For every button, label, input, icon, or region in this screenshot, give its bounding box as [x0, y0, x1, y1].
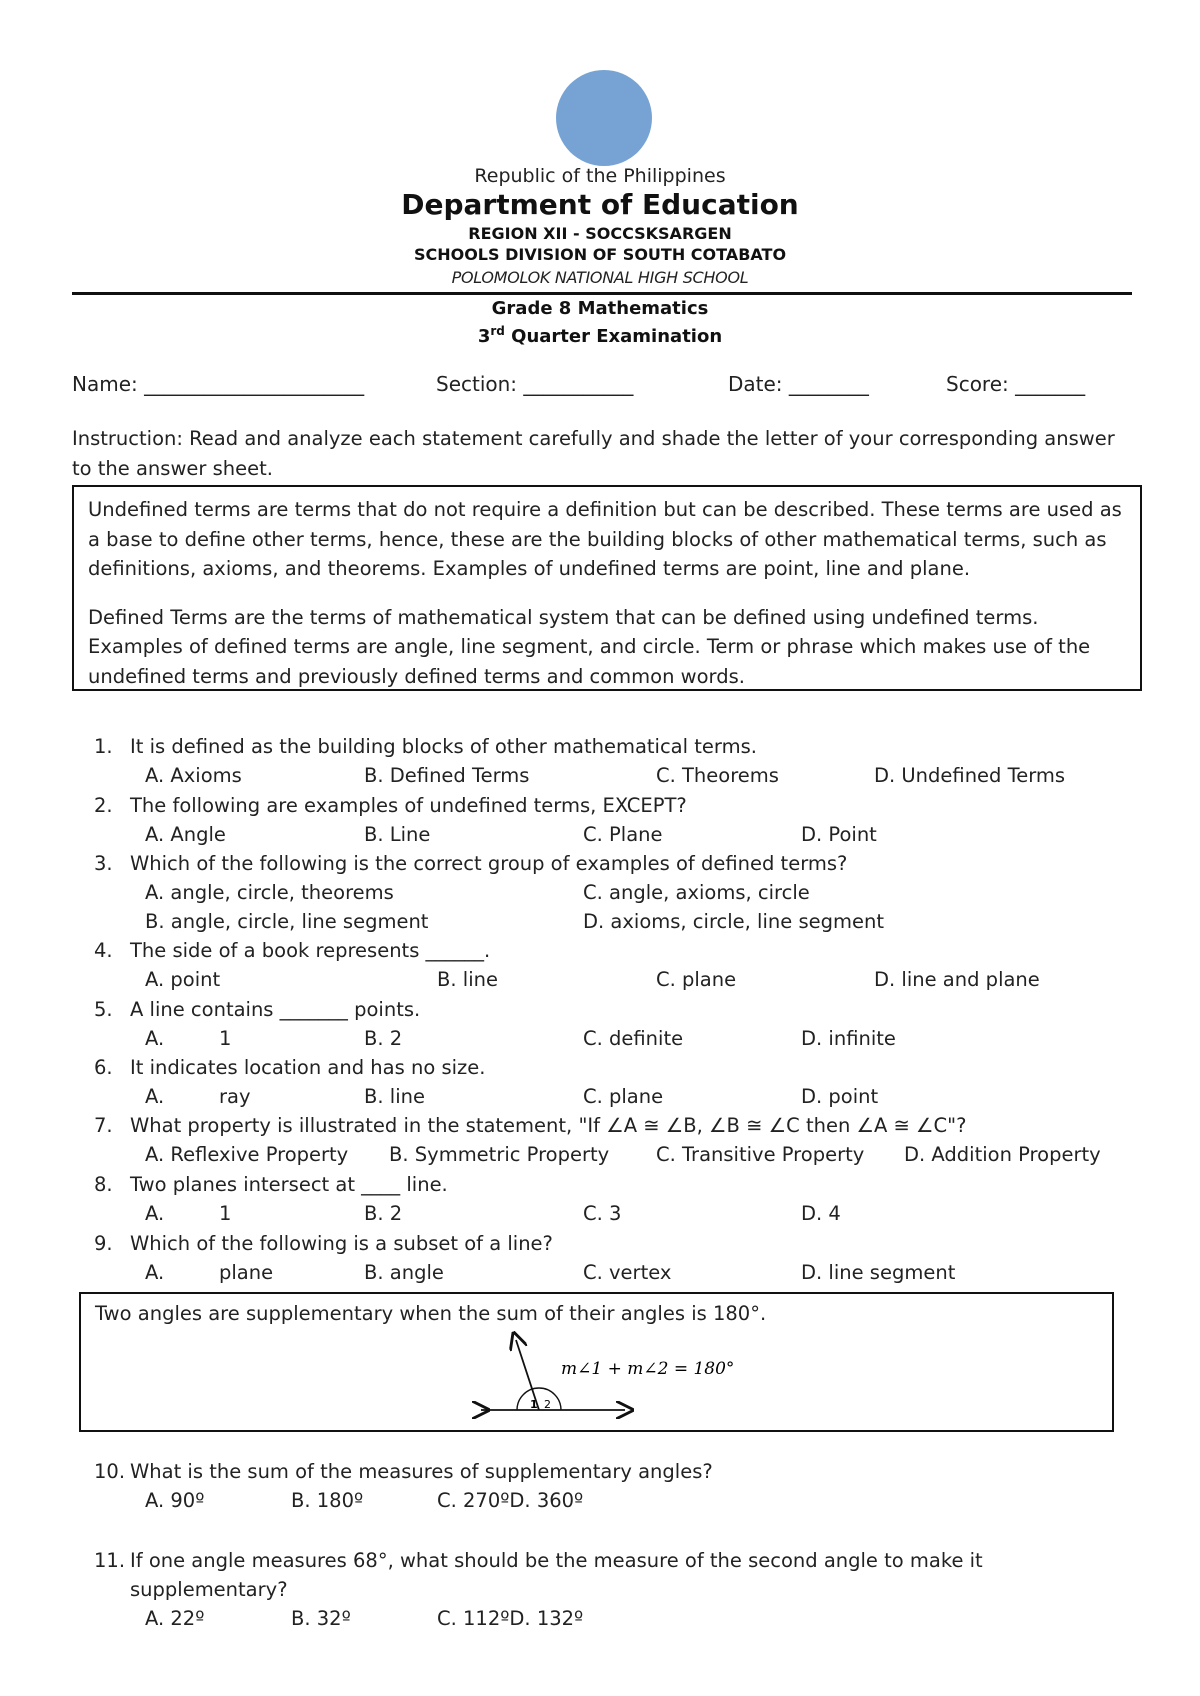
exam-subject: Grade 8 Mathematics	[491, 298, 709, 319]
q2-option-c[interactable]: C. Plane	[583, 823, 663, 846]
q3-option-b[interactable]: B. angle, circle, line segment	[145, 910, 429, 933]
supplementary-angles-box	[79, 1292, 1114, 1432]
q1-option-c[interactable]: C. Theorems	[656, 764, 779, 787]
q4-option-b[interactable]: B. line	[437, 968, 498, 991]
question-5: 5. A line contains _______ points.	[94, 998, 421, 1021]
question-8: 8. Two planes intersect at ____ line.	[94, 1173, 448, 1196]
q3-option-c[interactable]: C. angle, axioms, circle	[583, 881, 810, 904]
q5-option-b[interactable]: B. 2	[364, 1027, 403, 1050]
q5-option-c[interactable]: C. definite	[583, 1027, 684, 1050]
q11-option-cd[interactable]: C. 112ºD. 132º	[437, 1607, 584, 1630]
q10-option-cd[interactable]: C. 270ºD. 360º	[437, 1489, 584, 1512]
angle-arc	[517, 1388, 561, 1410]
question-11-continued: supplementary?	[130, 1578, 288, 1601]
q4-option-a[interactable]: A. point	[145, 968, 221, 991]
q9-option-c[interactable]: C. vertex	[583, 1261, 672, 1284]
q2-option-a[interactable]: A. Angle	[145, 823, 226, 846]
q7-option-c[interactable]: C. Transitive Property	[656, 1143, 865, 1166]
question-11: 11. If one angle measures 68°, what should be the measure of the second angle to make it	[94, 1549, 983, 1572]
q6-option-c[interactable]: C. plane	[583, 1085, 664, 1108]
header-republic: Republic of the Philippines	[474, 165, 726, 187]
question-10: 10. What is the sum of the measures of supplementary angles?	[94, 1460, 713, 1483]
q8-option-d[interactable]: D. 4	[801, 1202, 841, 1225]
q1-option-d[interactable]: D. Undefined Terms	[874, 764, 1066, 787]
q9-option-d[interactable]: D. line segment	[801, 1261, 956, 1284]
q2-option-d[interactable]: D. Point	[801, 823, 877, 846]
q3-option-d[interactable]: D. axioms, circle, line segment	[583, 910, 884, 933]
date-field: Date: ________	[728, 372, 869, 396]
q6-option-d[interactable]: D. point	[801, 1085, 879, 1108]
q10-option-b[interactable]: B. 180º	[291, 1489, 364, 1512]
exam-title: 3rd Quarter Examination	[477, 324, 723, 347]
q4-option-c[interactable]: C. plane	[656, 968, 737, 991]
supplementary-angle-diagram	[81, 1294, 1111, 1429]
undefined-terms-paragraph: Undefined terms are terms that do not require a definition but can be described. These terms are used as a base to define other terms, hence, these are the building blocks of other mathematical terms, such as definitions, axioms, and theorems. Examples of undefined terms are point, line and plane.	[88, 498, 1122, 580]
question-9: 9. Which of the following is a subset of a line?	[94, 1232, 553, 1255]
question-4: 4. The side of a book represents ______.	[94, 939, 491, 962]
q7-option-d[interactable]: D. Addition Property	[904, 1143, 1101, 1166]
name-field: Name: ______________________	[72, 372, 365, 396]
q4-option-d[interactable]: D. line and plane	[874, 968, 1040, 991]
deped-seal	[556, 70, 652, 166]
q1-option-a[interactable]: A. Axioms	[145, 764, 242, 787]
question-2: 2. The following are examples of undefined terms, EXCEPT?	[94, 794, 687, 817]
q6-option-a[interactable]: A. ray	[145, 1085, 251, 1108]
header-region: REGION XII - SOCCSKSARGEN	[468, 224, 732, 243]
score-field: Score: _______	[946, 372, 1086, 396]
section-field: Section: ___________	[436, 372, 634, 396]
q9-option-a[interactable]: A. plane	[145, 1261, 274, 1284]
instruction: Instruction: Read and analyze each statement carefully and shade the letter of your corresponding answer to the answer sheet.	[72, 427, 1115, 480]
question-3: 3. Which of the following is the correct group of examples of defined terms?	[94, 852, 848, 875]
header-division: SCHOOLS DIVISION OF SOUTH COTABATO	[413, 245, 787, 264]
header-school: POLOMOLOK NATIONAL HIGH SCHOOL	[451, 268, 749, 287]
q3-option-a[interactable]: A. angle, circle, theorems	[145, 881, 394, 904]
q8-option-a[interactable]: A. 1	[145, 1202, 232, 1225]
q11-option-b[interactable]: B. 32º	[291, 1607, 351, 1630]
supplementary-definition: Two angles are supplementary when the sum of their angles is 180°.	[95, 1302, 767, 1325]
q8-option-b[interactable]: B. 2	[364, 1202, 403, 1225]
q1-option-b[interactable]: B. Defined Terms	[364, 764, 530, 787]
header-department: Department of Education	[401, 188, 799, 221]
q7-option-a[interactable]: A. Reflexive Property	[145, 1143, 349, 1166]
header-divider	[72, 292, 1132, 295]
q5-option-a[interactable]: A. 1	[145, 1027, 232, 1050]
q9-option-b[interactable]: B. angle	[364, 1261, 444, 1284]
angle-1-label: 1	[530, 1398, 538, 1411]
q2-option-b[interactable]: B. Line	[364, 823, 431, 846]
defined-terms-paragraph: Defined Terms are the terms of mathematical system that can be defined using undefined terms. Examples of defined terms are angle, line segment, and circle. Term or phrase which makes use of the undefined terms and previously defined terms and common words.	[88, 605, 1091, 688]
question-7: 7. What property is illustrated in the statement, "If ∠A ≅ ∠B, ∠B ≅ ∠C then ∠A ≅ ∠C"?	[94, 1114, 967, 1137]
question-6: 6. It indicates location and has no size.	[94, 1056, 486, 1079]
q10-option-a[interactable]: A. 90º	[145, 1489, 205, 1512]
q11-option-a[interactable]: A. 22º	[145, 1607, 205, 1630]
q5-option-d[interactable]: D. infinite	[801, 1027, 896, 1050]
angle-2-label: 2	[544, 1398, 551, 1411]
q7-option-b[interactable]: B. Symmetric Property	[389, 1143, 610, 1166]
supplementary-formula: m∠1 + m∠2 = 180°	[561, 1359, 735, 1379]
q8-option-c[interactable]: C. 3	[583, 1202, 622, 1225]
definitions-box	[72, 485, 1142, 691]
question-1: 1. It is defined as the building blocks of other mathematical terms.	[94, 735, 757, 758]
q6-option-b[interactable]: B. line	[364, 1085, 425, 1108]
